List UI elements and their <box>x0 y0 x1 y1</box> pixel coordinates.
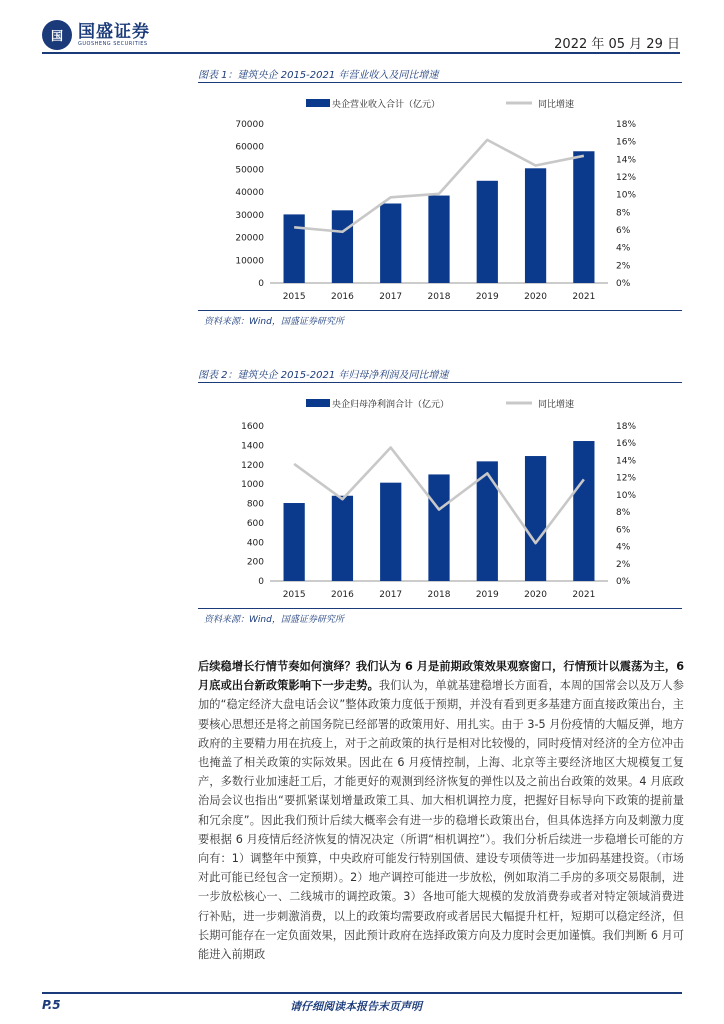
x-axis-tick-label: 2017 <box>379 292 403 302</box>
y2-axis-tick-label: 10% <box>616 190 637 201</box>
bar <box>428 196 449 283</box>
y-axis-tick-label: 1600 <box>241 422 264 432</box>
y2-axis-tick-label: 14% <box>616 155 637 166</box>
y2-axis-tick-label: 6% <box>616 525 631 536</box>
y-axis-tick-label: 10000 <box>235 256 264 267</box>
x-axis-tick-label: 2021 <box>572 292 596 302</box>
bar <box>525 168 546 283</box>
y2-axis-tick-label: 6% <box>616 226 631 236</box>
x-axis-tick-label: 2016 <box>330 590 354 600</box>
y2-axis-tick-label: 0% <box>616 279 631 289</box>
y2-axis-tick-label: 2% <box>616 559 631 570</box>
y2-axis-tick-label: 12% <box>616 173 637 183</box>
figure1-title-rule <box>198 82 682 83</box>
bar <box>428 474 449 581</box>
figure1-chart <box>198 86 684 310</box>
figure2-source: 资料来源：Wind，国盛证券研究所 <box>204 615 344 625</box>
x-axis-tick-label: 2020 <box>524 292 548 302</box>
y2-axis-tick-label: 0% <box>616 577 631 587</box>
logo-icon: 国 <box>42 20 72 50</box>
figure2-title: 图表 2：建筑央企 2015-2021 年归母净利润及同比增速 <box>198 370 449 381</box>
y2-axis-tick-label: 16% <box>616 137 637 148</box>
page-header <box>0 0 724 52</box>
company-logo <box>42 20 150 50</box>
x-axis-tick-label: 2019 <box>475 590 499 600</box>
bar <box>477 181 498 283</box>
y-axis-tick-label: 600 <box>246 518 264 529</box>
bar <box>284 214 305 283</box>
bar <box>284 503 305 581</box>
y2-axis-tick-label: 16% <box>616 439 637 450</box>
figure1-source: 资料来源：Wind，国盛证券研究所 <box>204 317 344 327</box>
y-axis-tick-label: 20000 <box>235 233 264 244</box>
y-axis-tick-label: 200 <box>246 557 264 568</box>
y2-axis-tick-label: 12% <box>616 473 637 484</box>
figure2-title-rule <box>198 382 682 383</box>
figure1-bottom-rule <box>198 310 682 311</box>
y-axis-tick-label: 70000 <box>235 120 264 130</box>
bar <box>573 441 594 581</box>
bar <box>332 210 353 283</box>
figure1-title: 图表 1：建筑央企 2015-2021 年营业收入及同比增速 <box>198 70 439 81</box>
y2-axis-tick-label: 18% <box>616 120 637 130</box>
y-axis-tick-label: 0 <box>258 577 264 587</box>
bar <box>380 204 401 284</box>
x-axis-tick-label: 2018 <box>427 292 451 302</box>
figure2-bottom-rule <box>198 608 682 609</box>
y-axis-tick-label: 1400 <box>241 441 264 452</box>
y-axis-tick-label: 400 <box>246 538 264 549</box>
paragraph-text: 我们认为，单就基建稳增长方面看，本周的国常会以及万人参加的“稳定经济大盘电话会议”整体政策力度低于预期，并没有看到更多基建方面直接政策出台，主要核心思想还是将之前国务院已经部署的政策用好、用扎实。由于 3-5 月份疫情的大幅反弹，地方政府的主要精力用在抗疫上，对于之前政策的执行是相对比较慢的，同时疫情对经济的全方位冲击也掩盖了相关政策的实际效果。因此在 6 月疫情控制，上海、北京等主要经济地区大规模复工复产，多数行业加速赶工后，才能更好的观测到经济恢复的弹性以及之前出台政策的效果。4 月底政治局会议也指出“要抓紧谋划增量政策工具、加大相机调控力度，把握好目标导向下政策的提前量和冗余度”。因此我们预计后续大概率会有进一步的稳增长政策出台，但具体选择方向及刺激力度要根据 6 月疫情后经济恢复的情况决定（所谓“相机调控”）。我们分析后续进一步稳增长可能的方向有：1）调整年中预算，中央政府可能发行特别国债、建设专项债等进一步加码基建投资。（市场对此可能已经包含一定预期）。2）地产调控可能进一步放松，例如取消二手房的多项交易限制，进一步放松核心一、二线城市的调控政策。3）各地可能大规模的发放消费券或者对特定领域消费进行补贴，进一步刺激消费，以上的政策均需要政府或者居民大幅提升杠杆，短期可以稳定经济，但长期可能存在一定负面效果，因此预计政府在选择政策方向及力度时会更加谨慎。我们判断 6 月可能进入前期政 <box>198 679 684 962</box>
footer-divider <box>42 992 682 994</box>
legend-label-bar: 央企归母净利润合计（亿元） <box>332 400 450 410</box>
report-date: 2022 年 05 月 29 日 <box>554 37 680 52</box>
logo-english-name: GUOSHENG SECURITIES <box>78 40 148 47</box>
legend-label-line: 同比增速 <box>538 400 575 410</box>
y-axis-tick-label: 0 <box>258 279 264 289</box>
figure2-chart <box>198 386 684 608</box>
y2-axis-tick-label: 18% <box>616 422 637 432</box>
x-axis-tick-label: 2020 <box>524 590 548 600</box>
page-number: P.5 <box>42 998 61 1012</box>
x-axis-tick-label: 2015 <box>282 292 306 302</box>
x-axis-tick-label: 2016 <box>330 292 354 302</box>
disclaimer-note: 请仔细阅读本报告末页声明 <box>290 1000 422 1013</box>
y-axis-tick-label: 50000 <box>235 165 264 176</box>
bar <box>573 151 594 283</box>
y-axis-tick-label: 800 <box>246 499 264 510</box>
legend-swatch-bar <box>306 399 330 407</box>
legend-swatch-bar <box>306 99 330 107</box>
x-axis-tick-label: 2018 <box>427 590 451 600</box>
y-axis-tick-label: 1200 <box>241 460 264 471</box>
body-paragraph <box>198 657 684 964</box>
y-axis-tick-label: 60000 <box>235 142 264 153</box>
y-axis-tick-label: 40000 <box>235 188 264 199</box>
x-axis-tick-label: 2017 <box>379 590 403 600</box>
y2-axis-tick-label: 4% <box>616 542 631 553</box>
logo-name: 国盛证券 <box>78 21 150 42</box>
y2-axis-tick-label: 2% <box>616 261 631 272</box>
legend-label-line: 同比增速 <box>538 100 575 110</box>
header-divider <box>42 52 680 54</box>
y2-axis-tick-label: 10% <box>616 490 637 501</box>
y2-axis-tick-label: 14% <box>616 456 637 467</box>
x-axis-tick-label: 2019 <box>475 292 499 302</box>
y-axis-tick-label: 1000 <box>241 480 264 491</box>
y-axis-tick-label: 30000 <box>235 210 264 221</box>
legend-label-bar: 央企营业收入合计（亿元） <box>332 100 441 110</box>
bar <box>332 496 353 581</box>
bar <box>525 456 546 581</box>
x-axis-tick-label: 2021 <box>572 590 596 600</box>
y2-axis-tick-label: 8% <box>616 208 631 219</box>
x-axis-tick-label: 2015 <box>282 590 306 600</box>
y2-axis-tick-label: 4% <box>616 243 631 254</box>
bar <box>380 483 401 581</box>
lead-sentence: 后续稳增长行情节奏如何演绎？我们认为 6 月是前期政策效果观察窗口，行情预计以震荡为主，6 月底或出台新政策影响下一步走势。 <box>198 660 684 693</box>
y2-axis-tick-label: 8% <box>616 508 631 519</box>
